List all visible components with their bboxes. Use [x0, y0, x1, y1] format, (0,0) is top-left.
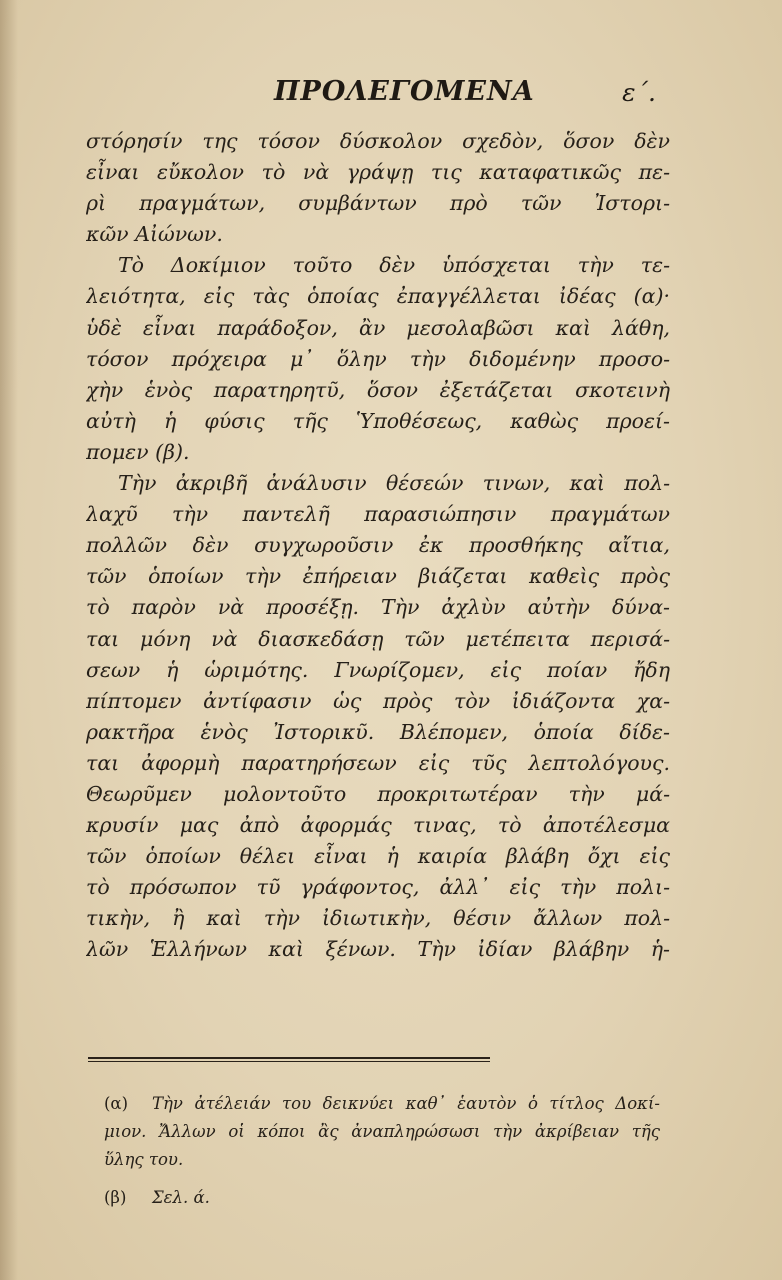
text-line: τὸ πρόσωπον τῦ γράφοντος, ἀλλ᾽ εἰς τὴν πολι-: [86, 875, 670, 900]
text-line: τὸ παρὸν νὰ προσέξῃ. Τὴν ἀχλὺν αὐτὴν δύνα-: [86, 595, 670, 620]
text-line: Τὴν ἀκριβῆ ἀνάλυσιν θέσεών τινων, καὶ πολ-: [118, 471, 670, 496]
text-line: ρὶ πραγμάτων, συμβάντων πρὸ τῶν Ἰστορι-: [86, 191, 670, 216]
footnote-b-marker: (β): [104, 1188, 127, 1207]
footnote-a-marker: (α): [104, 1094, 129, 1113]
text-line: τῶν ὁποίων θέλει εἶναι ἡ καιρία βλάβη ὄχι εἰς: [86, 844, 670, 869]
text-line: ρακτῆρα ἑνὸς Ἰστορικῦ. Βλέπομεν, ὁποία δίδε-: [86, 719, 670, 744]
text-line: λειότητα, εἰς τὰς ὁποίας ἐπαγγέλλεται ἰδέας (α)·: [86, 284, 670, 309]
footnote-a-continuation: μιον. Ἄλλων οἱ κόποι ἂς ἀναπληρώσωσι τὴν ἀκρίβειαν τῆς: [104, 1122, 660, 1141]
text-line: ὑδὲ εἶναι παράδοξον, ἂν μεσολαβῶσι καὶ λάθη,: [86, 315, 670, 340]
text-line: Τὸ Δοκίμιον τοῦτο δὲν ὑπόσχεται τὴν τε-: [118, 253, 670, 278]
running-head-title: ΠΡΟΛΕΓΟΜΕΝΑ: [274, 76, 535, 107]
text-line: σεων ἡ ὡριμότης. Γνωρίζομεν, εἰς ποίαν ἤδη: [86, 657, 670, 682]
text-line: τῶν ὁποίων τὴν ἐπήρειαν βιάζεται καθεὶς πρὸς: [86, 564, 670, 589]
text-line: πολλῶν δὲν συγχωροῦσιν ἐκ προσθήκης αἴτια,: [86, 533, 670, 558]
text-line: στόρησίν της τόσον δύσκολον σχεδὸν, ὅσον δὲν: [86, 129, 670, 153]
text-line: κρυσίν μας ἀπὸ ἀφορμάς τινας, τὸ ἀποτέλεσμα: [86, 813, 670, 838]
text-line: εἶναι εὔκολον τὸ νὰ γράψῃ τις καταφατικῶς πε-: [86, 160, 670, 185]
footnotes-block: [104, 1090, 660, 1212]
page-number: ε΄.: [622, 78, 656, 107]
text-line: ται ἀφορμὴ παρατηρήσεων εἰς τῦς λεπτολόγους.: [86, 750, 670, 775]
text-line: τόσον πρόχειρα μ᾽ ὅλην τὴν διδομένην προσο-: [86, 346, 670, 371]
text-line: λαχῦ τὴν παντελῆ παρασιώπησιν πραγμάτων: [86, 502, 670, 527]
text-line: κῶν Αἰώνων.: [86, 222, 223, 247]
main-text-block: [86, 126, 670, 966]
text-line: χὴν ἑνὸς παρατηρητῦ, ὅσον ἐξετάζεται σκοτεινὴ: [86, 377, 670, 402]
text-line: πίπτομεν ἀντίφασιν ὡς πρὸς τὸν ἰδιάζοντα χα-: [86, 688, 670, 713]
text-line: πομεν (β).: [86, 439, 190, 464]
footnote-a-continuation-end: ὕλης του.: [104, 1150, 184, 1169]
text-line: αὐτὴ ἡ φύσις τῆς Ὑποθέσεως, καθὼς προεί-: [86, 408, 670, 433]
text-line: ται μόνη νὰ διασκεδάσῃ τῶν μετέπειτα περισά-: [86, 626, 670, 651]
footnote-a: [104, 1090, 660, 1118]
text-line: Θεωρῦμεν μολοντοῦτο προκριτωτέραν τὴν μά-: [86, 781, 670, 806]
footnote-b-text: Σελ. ά.: [152, 1188, 210, 1207]
footnote-a-text-line1: Τὴν ἀτέλειάν του δεικνύει καθ᾽ ἑαυτὸν ὁ τίτλος Δοκί-: [152, 1094, 660, 1113]
text-line: λῶν Ἑλλήνων καὶ ξένων. Τὴν ἰδίαν βλάβην ἡ-: [86, 937, 670, 962]
text-line: τικὴν, ἢ καὶ τὴν ἰδιωτικὴν, θέσιν ἄλλων πολ-: [86, 906, 670, 931]
footnote-separator-rule: [88, 1057, 490, 1059]
footnote-b: [104, 1184, 660, 1212]
page-header: [88, 76, 668, 116]
